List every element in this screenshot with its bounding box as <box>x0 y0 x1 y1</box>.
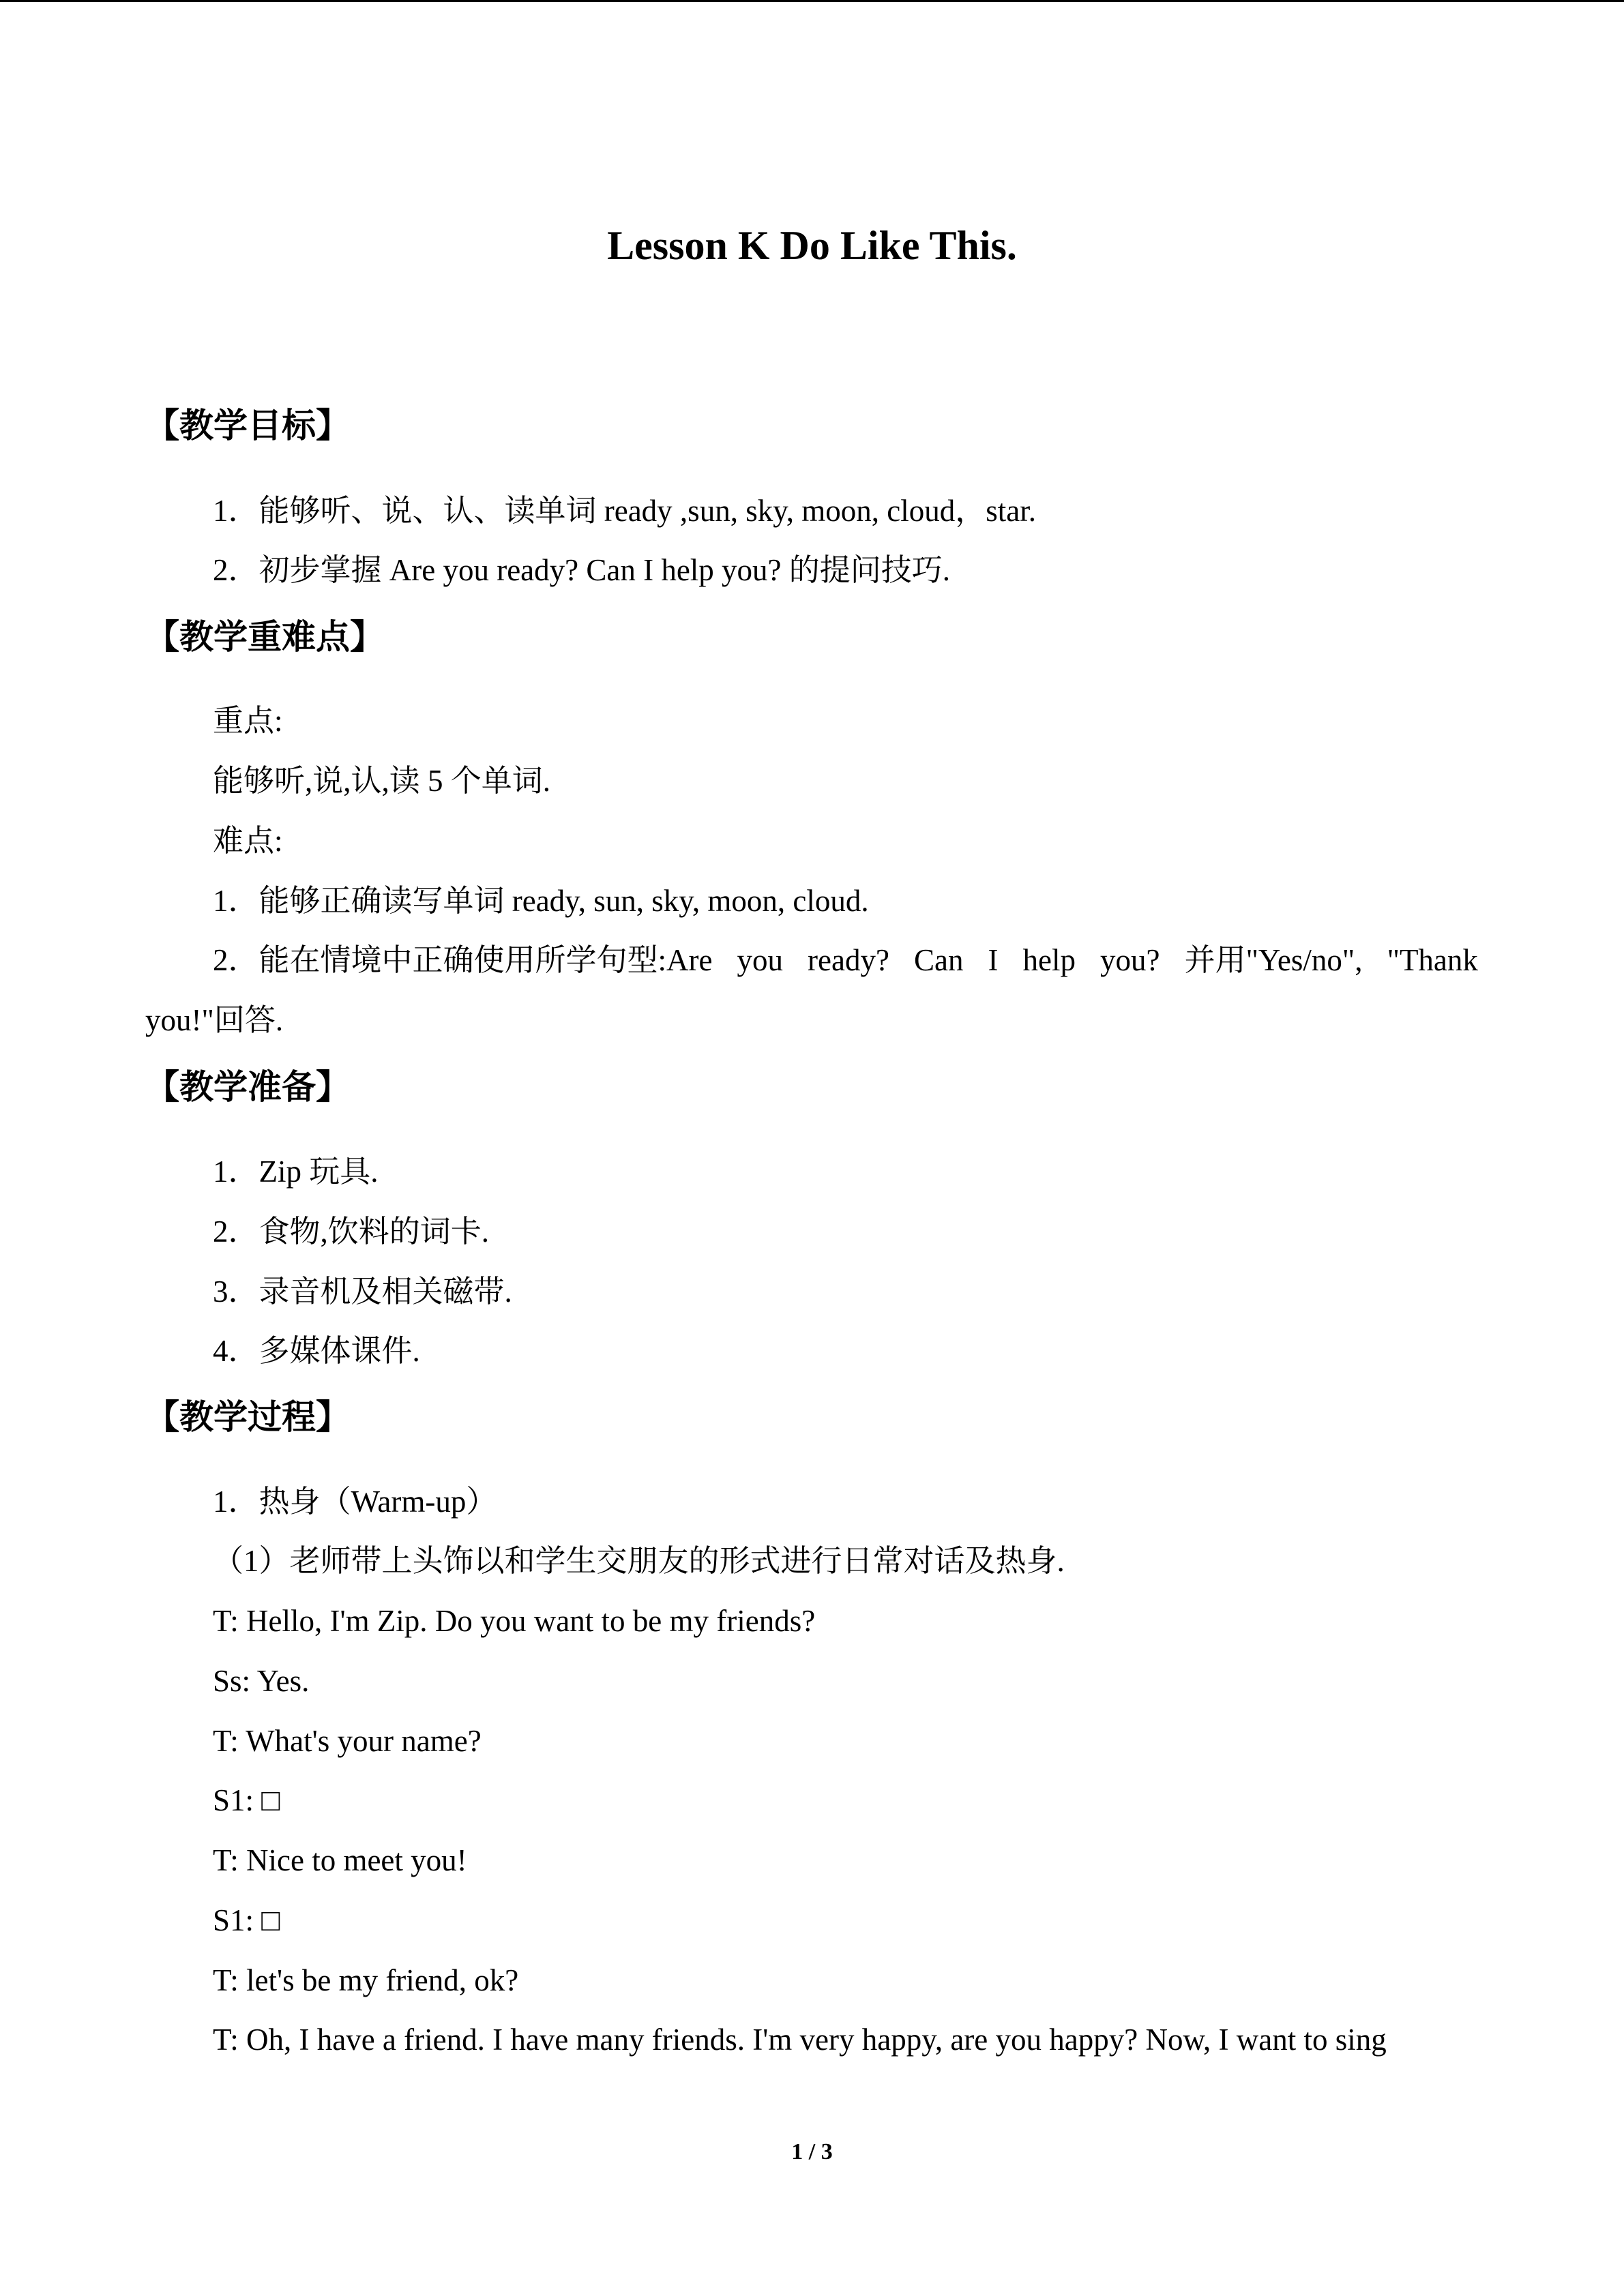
word: you <box>737 943 783 977</box>
section-heading-key-points: 【教学重难点】 <box>145 617 384 657</box>
dialogue-line: T: let's be my friend, ok? <box>213 1963 519 1997</box>
preparation-item: 4．多媒体课件. <box>213 1334 420 1368</box>
key-point-text: 能够听,说,认,读 5 个单词. <box>213 764 551 798</box>
page-number: 1 / 3 <box>791 2139 833 2164</box>
section-heading-preparation: 【教学准备】 <box>145 1067 350 1107</box>
difficult-point-label: 难点: <box>213 824 283 858</box>
process-step: 1．热身（Warm-up） <box>213 1485 497 1519</box>
dialogue-line: T: What's your name? <box>213 1724 482 1758</box>
preparation-item: 1．Zip 玩具. <box>213 1154 379 1189</box>
preparation-item: 3．录音机及相关磁带. <box>213 1274 512 1309</box>
difficult-point-item: 1．能够正确读写单词 ready, sun, sky, moon, cloud. <box>213 884 869 918</box>
difficult-point-item-justified <box>213 938 1478 982</box>
process-substep: （1）老师带上头饰以和学生交朋友的形式进行日常对话及热身. <box>213 1544 1065 1578</box>
dialogue-line: S1: □ <box>213 1783 280 1817</box>
word: I <box>988 943 999 977</box>
section-heading-process: 【教学过程】 <box>145 1397 350 1437</box>
document-title: Lesson K Do Like This. <box>607 223 1017 268</box>
dialogue-line: S1: □ <box>213 1903 280 1937</box>
word: 2．能在情境中正确使用所学句型:Are <box>213 943 713 977</box>
word: Can <box>913 943 964 977</box>
word: help <box>1022 943 1076 977</box>
dialogue-line: Ss: Yes. <box>213 1664 310 1698</box>
key-point-label: 重点: <box>213 704 283 738</box>
word: you? <box>1100 943 1160 977</box>
preparation-item: 2．食物,饮料的词卡. <box>213 1214 490 1249</box>
difficult-point-item-continuation: you!"回答. <box>145 1003 284 1037</box>
dialogue-line: T: Hello, I'm Zip. Do you want to be my friends? <box>213 1604 816 1638</box>
word: 并用"Yes/no", <box>1184 943 1363 977</box>
dialogue-line: T: Oh, I have a friend. I have many friends. I'm very happy, are you happy? Now, I want to sing <box>213 2023 1387 2057</box>
objective-item: 2．初步掌握 Are you ready? Can I help you? 的提问技巧. <box>213 553 951 587</box>
section-heading-objectives: 【教学目标】 <box>145 406 350 445</box>
objective-item: 1．能够听、说、认、读单词 ready ,sun, sky, moon, cloud，star. <box>213 494 1037 528</box>
word: ready? <box>808 943 889 977</box>
dialogue-line: T: Nice to meet you! <box>213 1843 467 1877</box>
word: "Thank <box>1387 943 1478 977</box>
